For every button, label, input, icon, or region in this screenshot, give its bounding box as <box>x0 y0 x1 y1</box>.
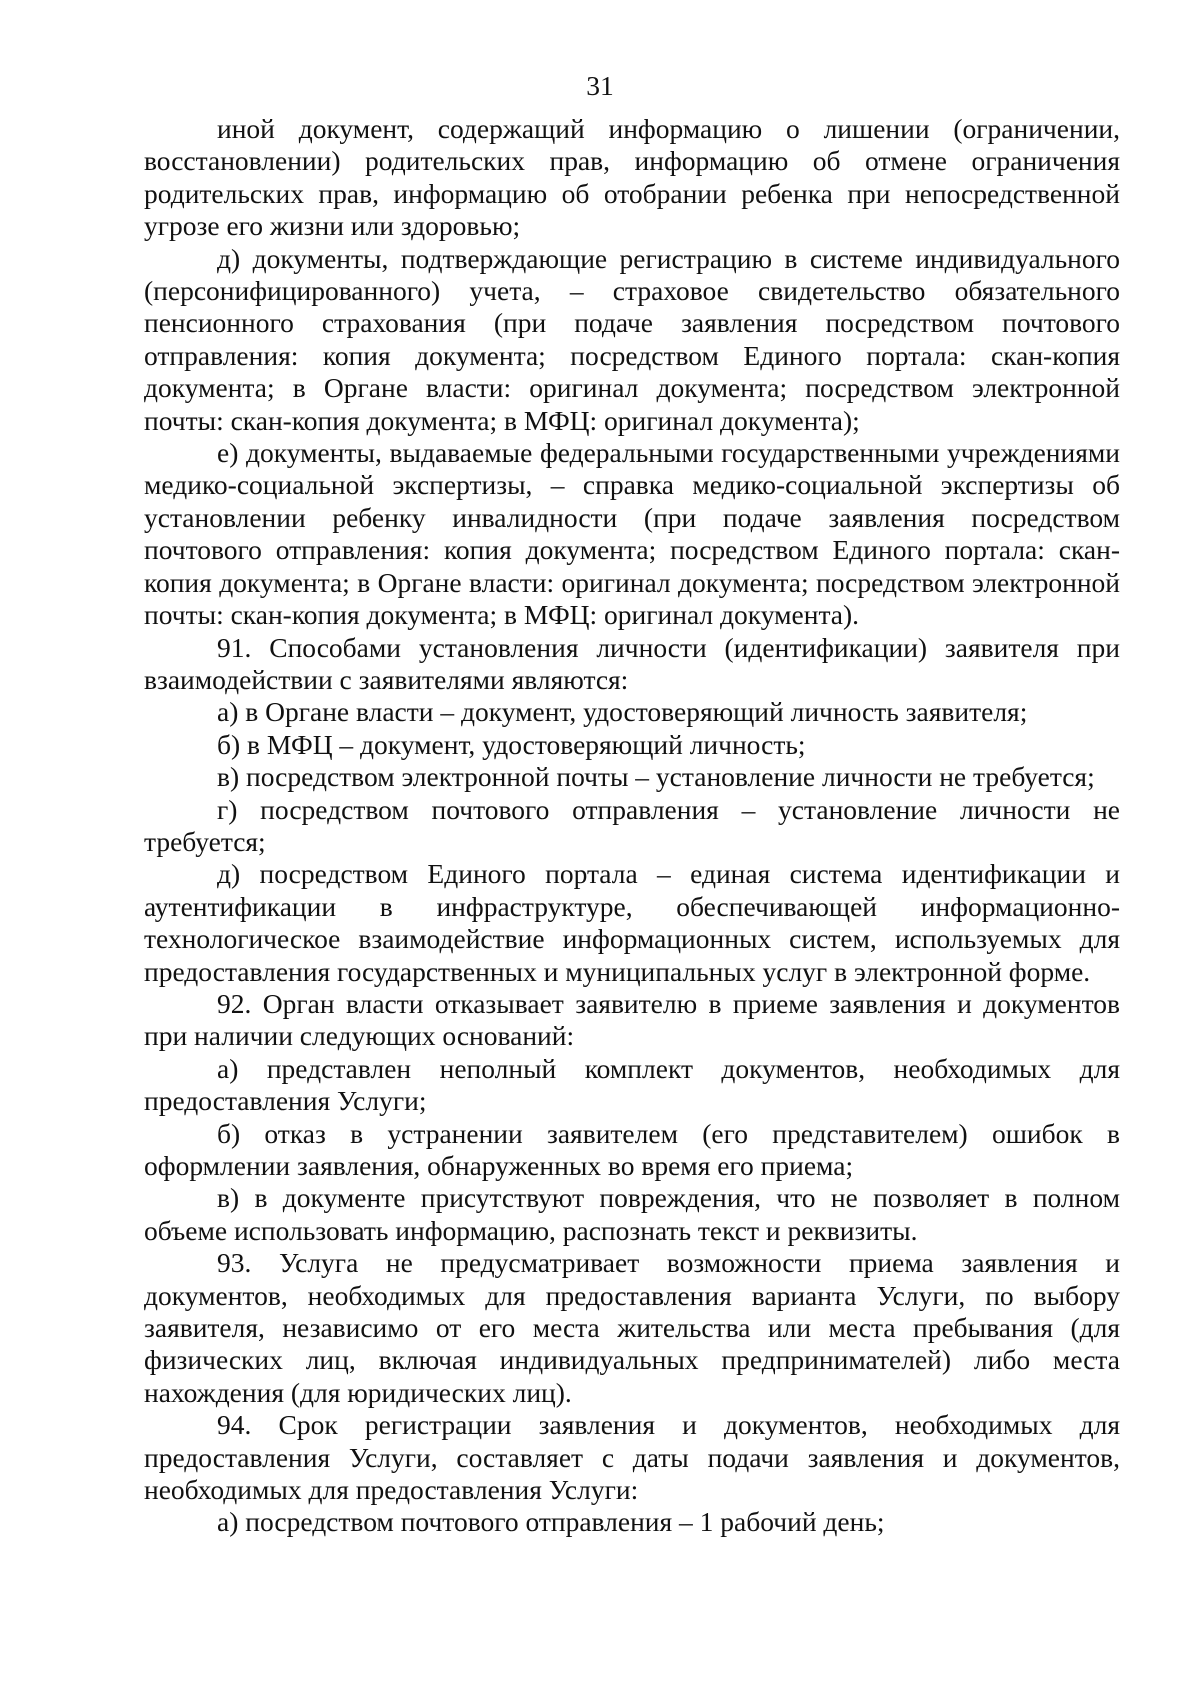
paragraph: в) посредством электронной почты – установление личности не требуется; <box>217 761 1095 793</box>
paragraph: а) представлен неполный комплект документов, необходимых для предоставления Услуги; <box>144 1052 1120 1117</box>
paragraph: е) документы, выдаваемые федеральными государственными учреждениями медико-социальной экспертизы, – справка медико-социальной экспертизы об установлении ребенку инвалидности (при подаче заявления посредством почтового отправления: копия документа; посредством Единого портала: скан-копия документа; в Органе власти: оригинал документа; посредством электронной почты: скан-копия документа; в МФЦ: оригинал документа). <box>144 437 1120 631</box>
paragraph: 94. Срок регистрации заявления и документов, необходимых для предоставления Услуги, составляет с даты подачи заявления и документов, необходимых для предоставления Услуги: <box>144 1409 1120 1506</box>
paragraph: а) в Органе власти – документ, удостоверяющий личность заявителя; <box>217 696 1028 728</box>
paragraph: д) посредством Единого портала – единая система идентификации и аутентификации в инфраструктуре, обеспечивающей информационно-технологическое взаимодействие информационных систем, используемых для предоставления государственных и муниципальных услуг в электронной форме. <box>144 858 1120 987</box>
paragraph: а) посредством почтового отправления – 1 рабочий день; <box>217 1506 885 1538</box>
paragraph: г) посредством почтового отправления – установление личности не требуется; <box>144 793 1120 857</box>
paragraph: 91. Способами установления личности (идентификации) заявителя при взаимодействии с заявителями являются: <box>144 631 1120 695</box>
paragraph: 93. Услуга не предусматривает возможности приема заявления и документов, необходимых для предоставления варианта Услуги, по выбору заявителя, независимо от его места жительства или места пребывания (для физических лиц, включая индивидуальных предпринимателей) либо места нахождения (для юридических лиц). <box>144 1247 1120 1408</box>
paragraph: д) документы, подтверждающие регистрацию в системе индивидуального (персонифицированного) учета, – страховое свидетельство обязательного пенсионного страхования (при подаче заявления посредством почтового отправления: копия документа; посредством Единого портала: скан-копия документа; в Органе власти: оригинал документа; посредством электронной почты: скан-копия документа; в МФЦ: оригинал документа); <box>144 242 1120 436</box>
paragraph: в) в документе присутствуют повреждения, что не позволяет в полном объеме использовать информацию, распознать текст и реквизиты. <box>144 1182 1120 1246</box>
paragraph: иной документ, содержащий информацию о лишении (ограничении, восстановлении) родительских прав, информацию об отмене ограничения родительских прав, информацию об отобрании ребенка при непосредственной угрозе его жизни или здоровью; <box>144 113 1120 242</box>
document-body <box>144 113 1120 1539</box>
paragraph: б) в МФЦ – документ, удостоверяющий личность; <box>217 728 806 760</box>
page-number: 31 <box>586 70 614 101</box>
paragraph: 92. Орган власти отказывает заявителю в приеме заявления и документов при наличии следующих оснований: <box>144 987 1120 1052</box>
paragraph: б) отказ в устранении заявителем (его представителем) ошибок в оформлении заявления, обнаруженных во время его приема; <box>144 1117 1120 1181</box>
